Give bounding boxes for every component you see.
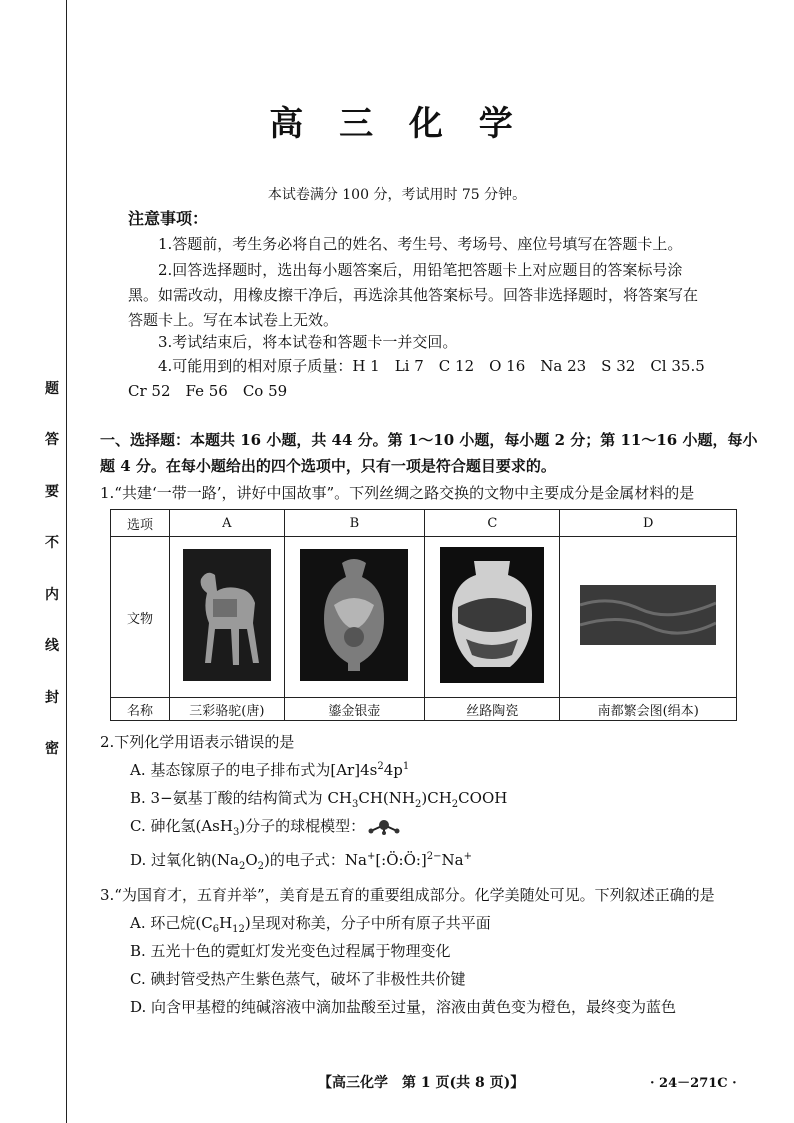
- text: )分子的球棍模型：: [239, 817, 366, 835]
- superscript: 1: [402, 761, 410, 772]
- question-2-option-c: [130, 815, 403, 838]
- text: )呈现对称美，分子中所有原子共平面: [244, 914, 491, 932]
- table-row: [111, 510, 737, 537]
- subscript: 2: [415, 799, 422, 810]
- subscript: 3: [352, 799, 359, 810]
- relic-name-c: 丝路陶瓷: [425, 698, 560, 721]
- side-char: 题: [45, 381, 59, 397]
- option-b: B: [284, 510, 424, 537]
- gilded-silver-pot-image: [300, 549, 408, 681]
- table-row: [111, 698, 737, 721]
- subscript: 2: [451, 799, 459, 810]
- notice-item-2: 2.回答选择题时，选出每小题答案后，用铅笔把答题卡上对应题目的答案标号涂黑。如需改动，用橡皮擦干净后，再选涂其他答案标号。回答非选择题时，将答案写在答题卡上。写在本试卷上无效。: [128, 261, 699, 329]
- side-char: 不: [45, 535, 59, 552]
- row-label-option: 选项: [111, 510, 170, 537]
- silk-road-porcelain-image: [440, 547, 544, 683]
- text: Na: [441, 851, 464, 869]
- ball-stick-model-icon: [365, 819, 403, 835]
- text: H: [219, 914, 233, 932]
- subscript: 2: [257, 861, 265, 872]
- superscript: 2−: [426, 851, 442, 862]
- camel-image: [183, 549, 271, 681]
- option-d: D: [560, 510, 737, 537]
- relic-cell-b: [284, 537, 424, 698]
- page-footer: 【高三化学 第 1 页(共 8 页)】: [318, 1075, 525, 1091]
- option-c: C: [425, 510, 560, 537]
- relic-cell-a: [170, 537, 285, 698]
- relic-name-a: 三彩骆驼(唐): [170, 698, 285, 721]
- notice-heading: 注意事项：: [128, 209, 209, 228]
- page-title: 高 三 化 学: [269, 104, 525, 144]
- superscript: +: [463, 851, 473, 862]
- question-3-option-d: D. 向含甲基橙的纯碱溶液中滴加盐酸至过量，溶液由黄色变为橙色，最终变为蓝色: [130, 998, 677, 1016]
- subscript: 2: [238, 861, 246, 872]
- paper-code: · 24－271C ·: [650, 1076, 737, 1091]
- text: )的电子式：Na: [264, 851, 367, 869]
- side-char: 答: [45, 432, 59, 449]
- text: )CH: [421, 789, 452, 807]
- text: CH(NH: [358, 789, 415, 807]
- side-char: 封: [45, 689, 59, 706]
- relic-name-d: 南都繁会图(绢本): [560, 698, 737, 721]
- electron-formula: [:Ö:Ö:]: [375, 851, 427, 869]
- text: A. 基态镓原子的电子排布式为[Ar]4s: [130, 761, 378, 779]
- text: D. 过氧化钠(Na: [130, 851, 239, 869]
- relic-cell-d: [560, 537, 737, 698]
- question-1-stem: 1.“共建‘一带一路’，讲好中国故事”。下列丝绸之路交换的文物中主要成分是金属材料的是: [100, 484, 695, 502]
- question-3-option-a: [130, 912, 491, 935]
- side-char: 内: [45, 586, 59, 603]
- table-row: [111, 537, 737, 698]
- question-2-stem: 2.下列化学用语表示错误的是: [100, 733, 295, 751]
- subscript: 12: [232, 924, 245, 935]
- option-a: A: [170, 510, 285, 537]
- side-char: 线: [45, 638, 59, 655]
- question-2-option-b: [130, 787, 507, 810]
- row-label-relic: 文物: [111, 537, 170, 698]
- subscript: 6: [212, 924, 220, 935]
- relic-cell-c: [425, 537, 560, 698]
- superscript: +: [366, 851, 376, 862]
- relics-table: [110, 509, 737, 721]
- section-heading: 一、选择题：本题共 16 小题，共 44 分。第 1～10 小题，每小题 2 分；第 11～16 小题，每小题 4 分。在每小题给出的四个选项中，只有一项是符合题目要求的。: [100, 431, 758, 475]
- question-2-option-d: [130, 849, 472, 872]
- relic-name-b: 鎏金银壶: [284, 698, 424, 721]
- notice-item-3: 3.考试结束后，将本试卷和答题卡一并交回。: [158, 333, 458, 351]
- text: 4p: [383, 761, 403, 779]
- text: COOH: [458, 789, 508, 807]
- text: B. 3−氨基丁酸的结构简式为 CH: [130, 789, 352, 807]
- question-3-stem: 3.“为国育才，五育并举”，美育是五育的重要组成部分。化学美随处可见。下列叙述正确的是: [100, 886, 715, 904]
- question-3-option-c: C. 碘封管受热产生紫色蒸气，破坏了非极性共价键: [130, 970, 466, 988]
- text: O: [245, 851, 258, 869]
- text: A. 环己烷(C: [130, 914, 213, 932]
- side-warning: [40, 378, 64, 758]
- text: C. 砷化氢(AsH: [130, 817, 233, 835]
- side-char: 要: [45, 483, 59, 500]
- row-label-name: 名称: [111, 698, 170, 721]
- exam-info: 本试卷满分 100 分，考试用时 75 分钟。: [267, 187, 527, 203]
- subscript: 3: [232, 827, 240, 838]
- superscript: 2: [377, 761, 384, 772]
- binding-line: [66, 0, 67, 1123]
- side-char: 密: [45, 740, 59, 757]
- question-2-option-a: [130, 759, 409, 780]
- notice-item-1: 1.答题前，考生务必将自己的姓名、考生号、考场号、座位号填写在答题卡上。: [158, 235, 683, 253]
- nandu-painting-image: [580, 585, 716, 645]
- notice-item-4: 4.可能用到的相对原子质量：H 1 Li 7 C 12 O 16 Na 23 S 32 Cl 35.5 Cr 52 Fe 56 Co 59: [128, 357, 720, 400]
- question-3-option-b: B. 五光十色的霓虹灯发光变色过程属于物理变化: [130, 942, 451, 960]
